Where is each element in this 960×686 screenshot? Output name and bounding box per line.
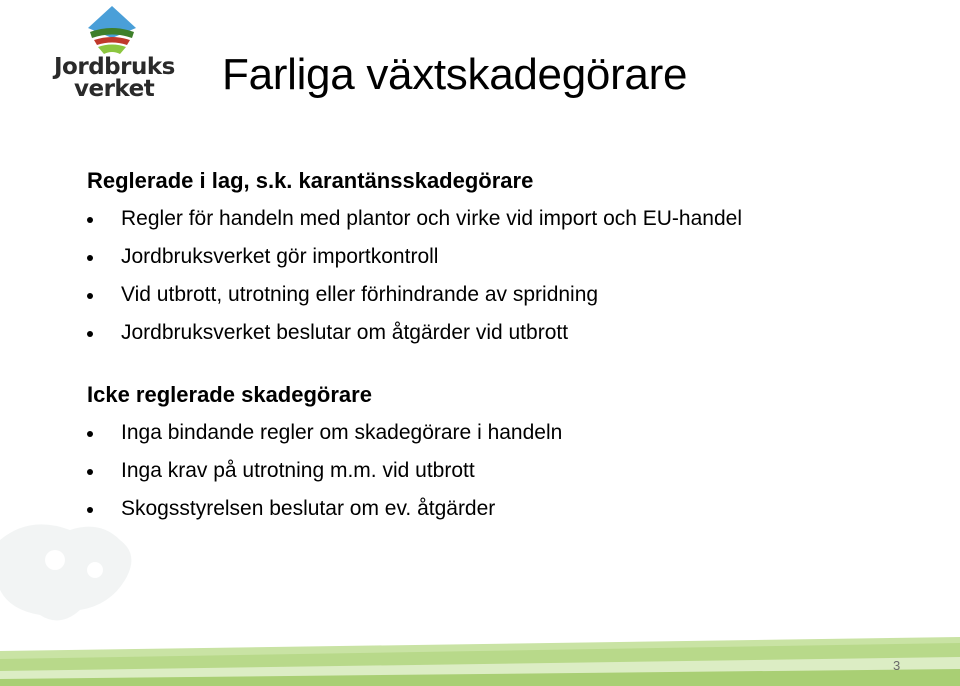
list-item: Jordbruksverket beslutar om åtgärder vid utbrott xyxy=(87,314,937,352)
section-heading: Icke reglerade skadegörare xyxy=(87,382,372,407)
slide-content xyxy=(87,166,937,528)
slide-title: Farliga växtskadegörare xyxy=(222,50,688,99)
bullet-list xyxy=(87,200,937,352)
list-item: Skogsstyrelsen beslutar om ev. åtgärder xyxy=(87,490,937,528)
bullet-icon xyxy=(87,431,93,437)
logo-text-line1: Jordbruks xyxy=(54,54,175,80)
jordbruksverket-logo xyxy=(50,4,175,104)
bullet-icon xyxy=(87,331,93,337)
bullet-icon xyxy=(87,255,93,261)
page-number: 3 xyxy=(893,658,901,673)
section-regulated xyxy=(87,166,937,352)
footer-decoration xyxy=(0,637,960,686)
bullet-icon xyxy=(87,293,93,299)
cow-watermark-icon xyxy=(0,510,150,630)
logo-text-line2: verket xyxy=(74,76,155,102)
list-item: Regler för handeln med plantor och virke vid import och EU-handel xyxy=(87,200,937,238)
list-item: Inga bindande regler om skadegörare i handeln xyxy=(87,414,937,452)
section-unregulated xyxy=(87,380,937,528)
section-heading: Reglerade i lag, s.k. karantänsskadegörare xyxy=(87,168,534,193)
bullet-list xyxy=(87,414,937,528)
bullet-icon xyxy=(87,217,93,223)
list-item: Inga krav på utrotning m.m. vid utbrott xyxy=(87,452,937,490)
bullet-icon xyxy=(87,469,93,475)
list-item: Vid utbrott, utrotning eller förhindrande av spridning xyxy=(87,276,937,314)
list-item: Jordbruksverket gör importkontroll xyxy=(87,238,937,276)
